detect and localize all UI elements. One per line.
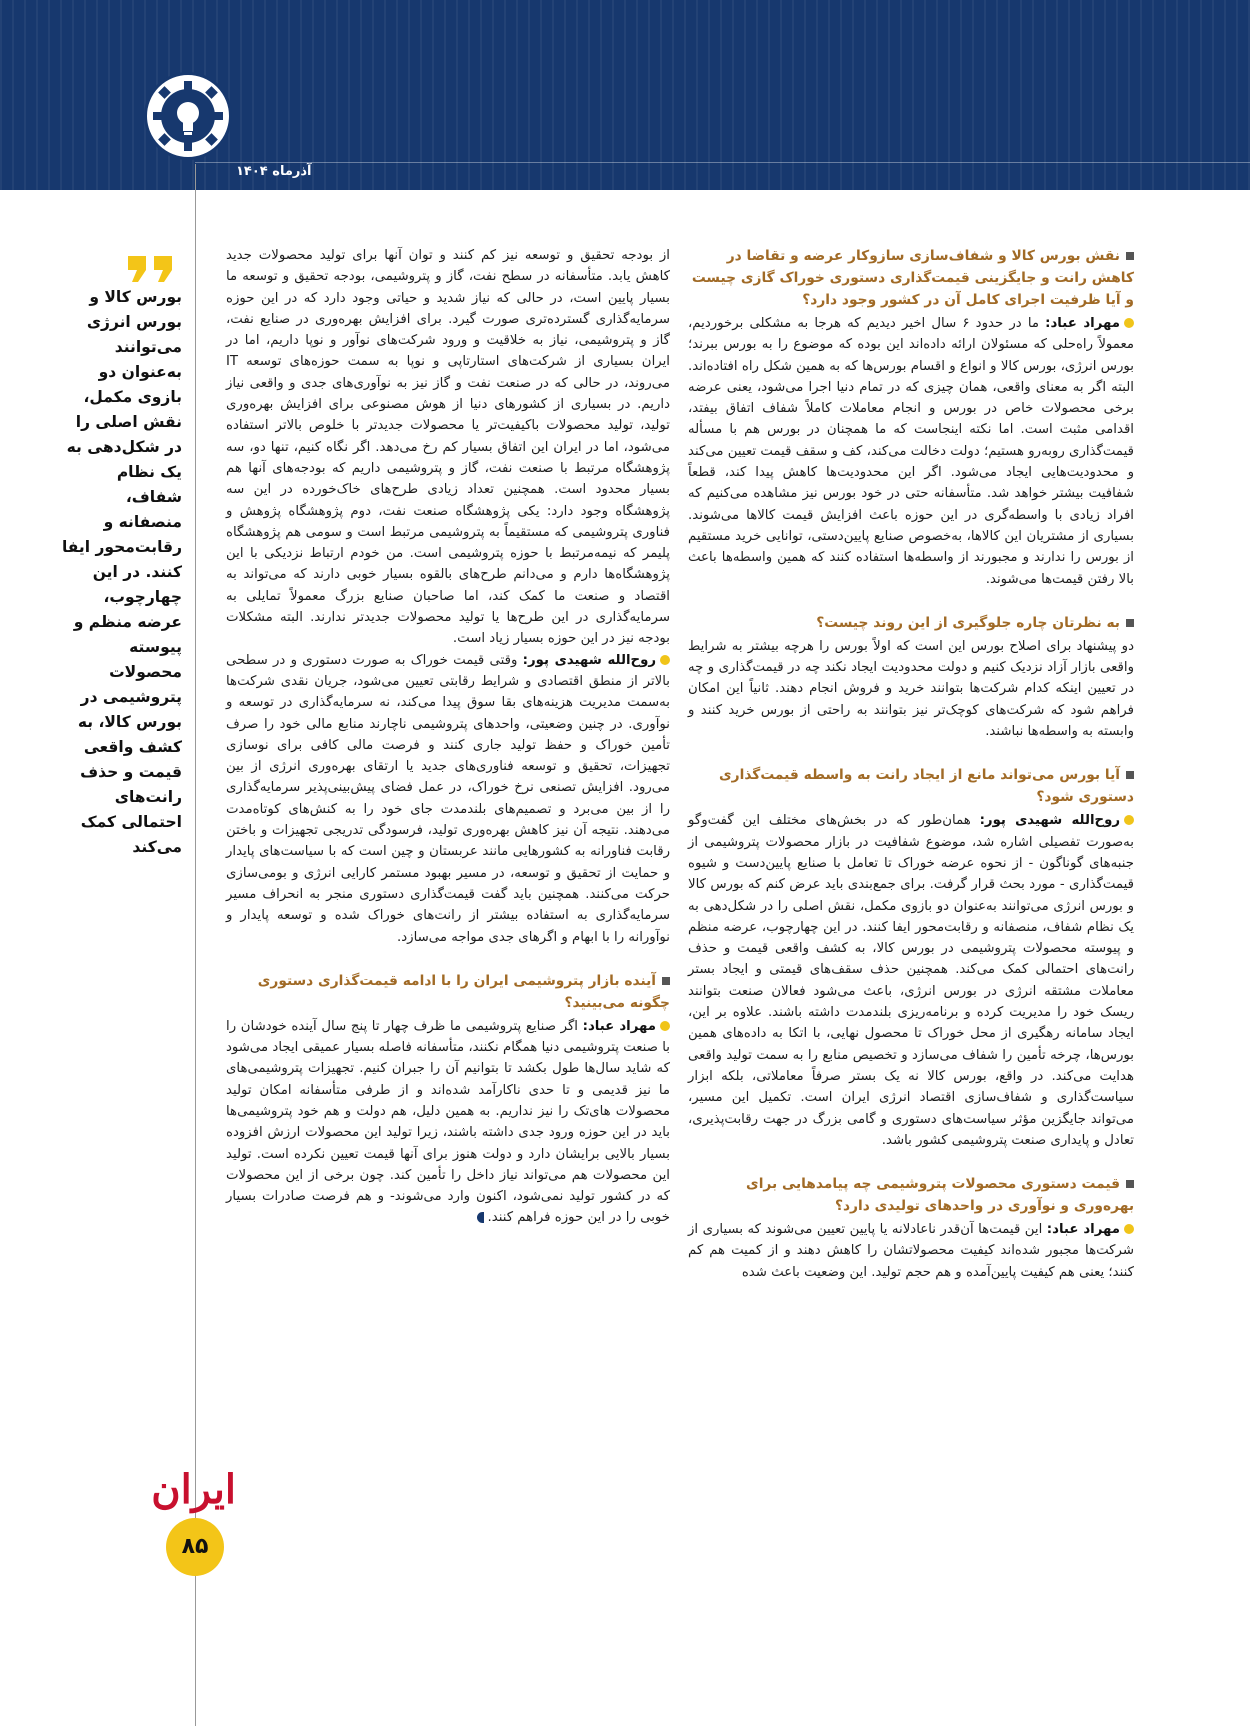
question-heading xyxy=(688,245,1134,311)
answer-paragraph xyxy=(226,650,670,948)
end-of-article-icon xyxy=(477,1212,484,1223)
answer-text: وقتی قیمت خوراک به صورت دستوری و در سطحی بالاتر از منطق اقتصادی و شرایط رقابتی تعیین می‌شود، جریان نقدی شرکت‌ها به‌سمت مدیریت هزینه‌های بقا سوق پیدا می‌کند، نه سرمایه‌گذاری در توسعه و نوآوری. در چنین وضعیتی، واحدهای پتروشیمی ناچارند منابع مالی خود را صرف تأمین خوراک و حفظ تولید جاری کنند و فرصت مالی کافی برای نوسازی تجهیزات، تحقیق و توسعه فناوری‌های جدید یا ارتقای بهره‌وری انرژی از بین می‌رود. افزایش تصنعی نرخ خوراک، در عمل فضای پیش‌بینی‌پذیر سرمایه‌گذاری را از بین می‌برد و تصمیم‌های بلندمدت جای خود را به کنش‌های کوتاه‌مدت می‌دهند. نتیجه آن نیز کاهش بهره‌وری تولید، فرسودگی تدریجی تجهیزات و باختن رقابت فناورانه به کشورهایی مانند عربستان و چین است که با سیاست‌های پایدار و حمایت از تحقیق و توسعه، در مسیر بهبود مستمر کارایی انرژی و بومی‌سازی حرکت می‌کنند. همچنین باید گفت قیمت‌گذاری دستوری منجر به انحراف مسیر سرمایه‌گذاری به استفاده بیشتر از رانت‌های خوراک شده و توسعه پایدار و نوآورانه را با ابهام و اگرهای جدی مواجه می‌سازد. xyxy=(226,652,670,945)
question-heading xyxy=(688,764,1134,808)
answer-paragraph xyxy=(688,810,1134,1151)
question-heading xyxy=(688,612,1134,634)
square-bullet-icon xyxy=(1126,1180,1134,1188)
speaker-name: روح‌الله شهیدی پور: xyxy=(979,813,1120,829)
page-number-badge: ۸۵ xyxy=(166,1518,224,1576)
question-heading xyxy=(226,970,670,1014)
square-bullet-icon xyxy=(1126,619,1134,627)
body-text: از بودجه تحقیق و توسعه نیز کم کنند و توان آنها برای تولید محصولات جدید کاهش یابد. متأسفانه در سطح نفت، گاز و پتروشیمی، بودجه تحقیق و توسعه ما بسیار پایین است، در حالی که نیاز شدید و حیاتی وجود دارد که در این حوزه سرمایه‌گذاری گسترده‌تری صورت گیرد. برای افزایش بهره‌وری در صنایع نفت، گاز و پتروشیمی، نیاز به خلاقیت و ورود شرکت‌های نوآور و نوپا داریم، اما در ایران بسیاری از شرکت‌های استارتاپی و نوپا به سمت حوزه‌های توسعه IT می‌روند، در حالی که در صنعت نفت و گاز نیز به نوآوری‌های جدی و واقعی نیاز داریم. در بسیاری از کشورهای دنیا از هوش مصنوعی برای افزایش بهره‌وری تولید، تولید محصولات باکیفیت‌تر یا محصولات جدیدتر با خلوص بالاتر استفاده می‌شود، اما در ایران این اتفاق بسیار کم رخ می‌دهد. اگر نگاه کنیم، تنها دو، سه پژوهشگاه مرتبط با صنعت نفت، گاز و پتروشیمی داریم که بودجه‌های آنها هم بسیار محدود است. همچنین تعداد زیادی طرح‌های خاک‌خورده در این سه پژوهشگاه وجود دارد: یکی پژوهشگاه صنعت نفت، دوم پژوهشگاه پژوهش و فناوری پتروشیمی که مستقیماً به پتروشیمی مرتبط است و سومی هم پژوهشگاه پلیمر که نیمه‌مرتبط با حوزه پتروشیمی است. من خودم ارتباط نزدیکی با این پژوهشگاه‌ها دارم و می‌دانم طرح‌های بالقوه بسیار خوبی دارند که می‌تواند به اقتصاد و صنعت ما کمک کند، اما صاحبان صنایع بزرگ معمولاً تمایلی به سرمایه‌گذاری در این طرح‌ها یا تولید محصولات جدیدتر ندارند. البته مشکلات بودجه نیز در این حوزه بسیار زیاد است. xyxy=(226,248,670,647)
issue-date: آذرماه ۱۴۰۴ xyxy=(236,164,312,179)
answer-text: همان‌طور که در بخش‌های مختلف این گفت‌وگو به‌صورت تفصیلی اشاره شد، موضوع شفافیت در بازار محصولات پتروشیمی از جنبه‌های گوناگون - از نحوه عرضه خوراک تا تعامل با صنایع پایین‌دست و شیوه قیمت‌گذاری - مورد بحث قرار گرفت. برای جمع‌بندی باید عرض کنم که بورس کالا و بورس انرژی می‌توانند به‌عنوان دو بازوی مکمل، نقش اصلی را در شکل‌دهی به یک نظام شفاف، منصفانه و رقابت‌محور ایفا کنند. در این چهارچوب، عرضه منظم و پیوسته محصولات پتروشیمی در بورس کالا، به کشف واقعی قیمت و حذف رانت‌های احتمالی کمک می‌کند. همچنین حذف سقف‌های قیمتی و ایجاد بستر معاملات مشتقه انرژی در بورس انرژی، باعث می‌شود فعالان صنعت بتوانند ریسک خود را مدیریت کرده و برنامه‌ریزی بلندمدت داشته باشند. علاوه بر این، ایجاد سامانه رهگیری از محل خوراک تا محصول نهایی، با اتکا به داده‌های همین بورس‌ها، چرخه تأمین را شفاف می‌سازد و تخصیص منابع را به سمت تولید واقعی هدایت می‌کند. در واقع، بورس کالا نه یک بستر صرفاً معاملاتی، بلکه ابزار سیاست‌گذاری و شفاف‌سازی اقتصاد انرژی ایران است. تکمیل این مسیر، می‌تواند جایگزین مؤثر سیاست‌های دستوری و گامی بزرگ در جهت رقابت‌پذیری، تعادل و پایداری صنعت پتروشیمی کشور باشد. xyxy=(688,813,1134,1148)
answer-paragraph xyxy=(688,1219,1134,1283)
pull-quote: بورس کالا و بورس انرژی می‌توانند به‌عنوان دو بازوی مکمل، نقش اصلی را در شکل‌دهی به یک نظام شفاف، منصفانه و رقابت‌محور ایفا کنند. در این چهارچوب، عرضه منظم و پیوسته محصولات پتروشیمی در بورس کالا، به کشف واقعی قیمت و حذف رانت‌های احتمالی کمک می‌کند xyxy=(61,288,182,856)
speaker-name: مهراد عباد: xyxy=(1045,316,1120,331)
header-separator xyxy=(195,162,1250,163)
answer-paragraph xyxy=(688,636,1134,742)
answer-text: اگر صنایع پتروشیمی ما ظرف چهار تا پنج سال آینده خودشان را با صنعت پتروشیمی دنیا همگام نکنند، متأسفانه فاصله بسیار عمیقی ایجاد می‌شود که شاید سال‌ها طول بکشد تا بتوانیم آن را جبران کنیم. تجهیزات پتروشیمی‌های ما نیز قدیمی و تا حدی ناکارآمد شده‌اند و از طرفی متأسفانه امکان تولید محصولات های‌تک را نیز نداریم. به همین دلیل، هم دولت و هم خود پتروشیمی‌ها باید در این حوزه ورود جدی داشته باشند، زیرا تولید این محصولات ارزش افزوده بسیار بالایی برایشان دارد و دولت هنوز برای آنها قیمت تعیین نکرده است. تولید این محصولات هم می‌تواند نیاز داخل را تأمین کند. چون برخی از این محصولات که در کشور تولید نمی‌شود، اکنون وارد می‌شوند- و هم فرصت صادرات بسیار خوبی را در این حوزه فراهم کنند. xyxy=(226,1018,670,1226)
question-text: قیمت دستوری محصولات پتروشیمی چه پیامدهایی برای بهره‌وری و نوآوری در واحدهای تولیدی دارد؟ xyxy=(746,1176,1134,1215)
body-paragraph xyxy=(226,245,670,650)
question-heading xyxy=(688,1173,1134,1217)
magazine-brand: ایران xyxy=(151,1466,236,1513)
yellow-dot-icon xyxy=(1124,815,1134,825)
yellow-dot-icon xyxy=(1124,1224,1134,1234)
answer-text: ما در حدود ۶ سال اخیر دیدیم که هرجا به مشکلی برخوردیم، معمولاً راه‌حلی که مسئولان ارائه داده‌اند این بوده که موضوع را به بورس ببرند؛ بورس انرژی، بورس کالا و انواع و اقسام بورس‌ها که به همین شکل راه افتاده‌اند. البته اگر به معنای واقعی، همان چیزی که در تمام دنیا اجرا می‌شود، یعنی عرضه برخی محصولات خاص در بورس و انجام معاملات کاملاً شفاف اتفاق بیفتد، اقدامی مثبت است. اما نکته اینجاست که ما همچنان در بورس هم با مسأله قیمت‌گذاری روبه‌رو هستیم؛ دولت دخالت می‌کند، کف و سقف قیمت تعیین می‌کند و محدودیت‌هایی ایجاد می‌شود. اگر این محدودیت‌ها کاهش پیدا کند، قطعاً شفافیت بیشتر خواهد شد. متأسفانه حتی در خود بورس نیز مشاهده می‌کنیم که افراد زیادی با واسطه‌گری در این حوزه باعث افزایش قیمت کالاها می‌شوند. بسیاری از مشتریان این کالاها، به‌خصوص صنایع پایین‌دستی، توانایی خرید مستقیم از بورس را ندارند و مجبورند از واسطه‌ها استفاده کنند که همین واسطه‌ها باعث بالا رفتن قیمت‌ها می‌شوند. xyxy=(688,316,1134,587)
yellow-dot-icon xyxy=(1124,318,1134,328)
yellow-dot-icon xyxy=(660,1021,670,1031)
speaker-name: مهراد عباد: xyxy=(1046,1222,1120,1238)
article-column-right xyxy=(688,245,1134,1283)
square-bullet-icon xyxy=(662,977,670,985)
yellow-dot-icon xyxy=(660,655,670,665)
speaker-name: روح‌الله شهیدی پور: xyxy=(522,652,657,668)
article-column-middle xyxy=(226,245,670,1229)
answer-text: این قیمت‌ها آن‌قدر ناعادلانه یا پایین تعیین می‌شوند که بسیاری از شرکت‌ها مجبور شده‌اند کیفیت محصولاتشان را کاهش دهند و از کمیت هم کم کنند؛ یعنی هم کیفیت پایین‌آمده و هم حجم تولید. این وضعیت باعث شده xyxy=(688,1222,1134,1280)
gear-lightbulb-logo-icon xyxy=(144,72,232,160)
question-text: نقش بورس کالا و شفاف‌سازی سازوکار عرضه و تقاضا در کاهش رانت و جایگزینی قیمت‌گذاری دستوری خوراک گازی چیست و آیا ظرفیت اجرای کامل آن در کشور وجود دارد؟ xyxy=(691,248,1134,308)
answer-paragraph xyxy=(226,1016,670,1229)
quote-mark-icon xyxy=(126,254,178,284)
question-text: آیا بورس می‌تواند مانع از ایجاد رانت به واسطه قیمت‌گذاری دستوری شود؟ xyxy=(719,767,1134,806)
speaker-name: مهراد عباد: xyxy=(582,1018,656,1034)
question-text: به نظرتان چاره جلوگیری از این روند چیست؟ xyxy=(816,614,1120,631)
answer-text: دو پیشنهاد برای اصلاح بورس این است که اولاً بورس را هرچه بیشتر به شرایط واقعی بازار آزاد نزدیک کنیم و دولت محدودیت ایجاد نکند چه در قیمت‌گذاری و چه در تعیین اینکه کدام شرکت‌ها بتوانند خرید و فروش انجام دهند. ثانیاً این امکان فراهم شود که شرکت‌های کوچک‌تر نیز بتوانند به راحتی از بورس خرید کنند و وابسته به واسطه‌ها نباشند. xyxy=(688,638,1134,740)
question-text: آینده بازار پتروشیمی ایران را با ادامه قیمت‌گذاری دستوری چگونه می‌بینید؟ xyxy=(257,972,670,1011)
answer-paragraph xyxy=(688,313,1134,590)
square-bullet-icon xyxy=(1126,252,1134,260)
square-bullet-icon xyxy=(1126,771,1134,779)
